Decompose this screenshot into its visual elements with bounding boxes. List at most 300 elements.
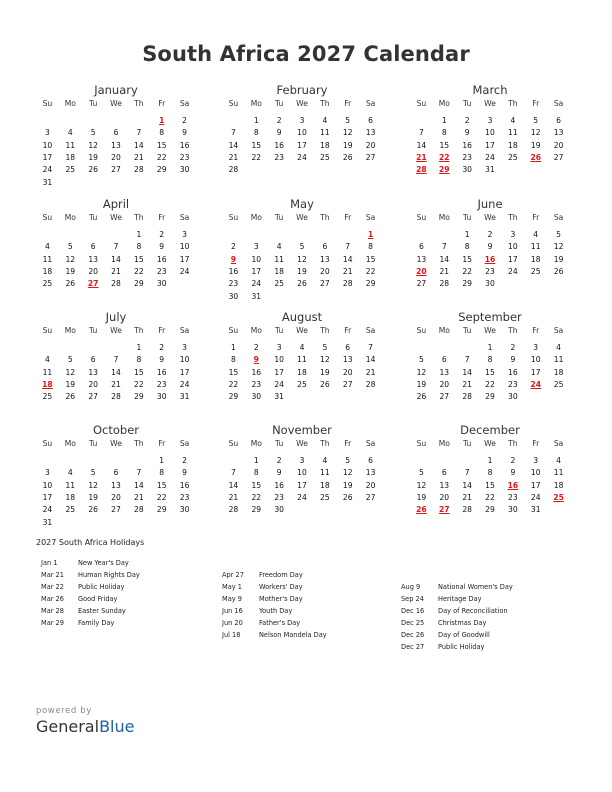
day-cell[interactable]: 14	[462, 480, 472, 490]
day-cell[interactable]: 12	[88, 480, 98, 490]
day-cell[interactable]: 14	[228, 480, 239, 490]
day-cell[interactable]: 2	[510, 343, 516, 352]
day-cell[interactable]: 11	[297, 355, 307, 365]
day-cell[interactable]: 11	[42, 254, 53, 264]
day-cell[interactable]: 25	[320, 152, 330, 162]
day-cell[interactable]: 17	[179, 367, 190, 377]
day-cell[interactable]: 19	[553, 254, 564, 264]
day-cell[interactable]: 29	[485, 392, 495, 402]
day-cell[interactable]: 8	[159, 128, 165, 138]
day-cell[interactable]: 10	[251, 254, 262, 264]
day-cell[interactable]: 12	[342, 128, 353, 138]
day-cell[interactable]: 28	[462, 392, 472, 402]
day-cell[interactable]: 7	[368, 343, 373, 352]
day-cell[interactable]: 29	[134, 392, 144, 402]
day-cell[interactable]: 2	[510, 456, 516, 465]
day-cell[interactable]: 7	[419, 128, 424, 138]
day-cell[interactable]: 17	[530, 480, 541, 490]
day-cell[interactable]: 1	[441, 116, 447, 125]
day-cell[interactable]: 7	[231, 468, 236, 478]
day-cell[interactable]: 23	[179, 152, 190, 162]
day-cell[interactable]: 18	[553, 480, 564, 490]
day-cell[interactable]: 11	[320, 468, 330, 478]
holiday-day-cell[interactable]: 9	[230, 254, 237, 264]
day-cell[interactable]: 1	[136, 343, 142, 352]
day-cell[interactable]: 16	[274, 480, 284, 490]
day-cell[interactable]: 24	[297, 492, 307, 502]
day-cell[interactable]: 12	[416, 367, 427, 377]
day-cell[interactable]: 22	[485, 492, 495, 502]
day-cell[interactable]: 21	[111, 379, 121, 389]
day-cell[interactable]: 18	[553, 367, 564, 377]
day-cell[interactable]: 1	[231, 343, 236, 352]
day-cell[interactable]: 27	[320, 279, 330, 289]
day-cell[interactable]: 30	[508, 505, 518, 515]
day-cell[interactable]: 10	[42, 140, 53, 150]
day-cell[interactable]: 24	[179, 266, 190, 276]
day-cell[interactable]: 31	[179, 392, 190, 402]
day-cell[interactable]: 31	[485, 165, 495, 175]
day-cell[interactable]: 10	[179, 355, 190, 365]
day-cell[interactable]: 2	[464, 116, 470, 125]
day-cell[interactable]: 13	[342, 355, 353, 365]
day-cell[interactable]: 9	[182, 468, 187, 478]
day-cell[interactable]: 17	[251, 266, 262, 276]
day-cell[interactable]: 30	[156, 279, 167, 289]
day-cell[interactable]: 22	[485, 379, 495, 389]
day-cell[interactable]: 18	[530, 254, 541, 264]
day-cell[interactable]: 29	[156, 505, 167, 515]
day-cell[interactable]: 2	[182, 456, 187, 465]
day-cell[interactable]: 3	[487, 116, 493, 125]
day-cell[interactable]: 8	[368, 242, 373, 252]
day-cell[interactable]: 31	[274, 392, 284, 402]
day-cell[interactable]: 23	[156, 379, 167, 389]
day-cell[interactable]: 22	[365, 266, 376, 276]
day-cell[interactable]: 5	[419, 355, 424, 365]
day-cell[interactable]: 20	[365, 480, 376, 490]
day-cell[interactable]: 3	[182, 230, 187, 239]
day-cell[interactable]: 19	[416, 379, 427, 389]
day-cell[interactable]: 18	[42, 266, 53, 276]
day-cell[interactable]: 23	[274, 492, 284, 502]
day-cell[interactable]: 13	[320, 254, 330, 264]
day-cell[interactable]: 25	[65, 505, 76, 515]
day-cell[interactable]: 8	[136, 242, 142, 252]
day-cell[interactable]: 10	[297, 468, 307, 478]
day-cell[interactable]: 14	[228, 140, 239, 150]
day-cell[interactable]: 6	[441, 355, 447, 365]
day-cell[interactable]: 13	[88, 254, 98, 264]
day-cell[interactable]: 11	[274, 254, 284, 264]
day-cell[interactable]: 21	[134, 492, 144, 502]
day-cell[interactable]: 19	[65, 266, 76, 276]
day-cell[interactable]: 25	[530, 266, 541, 276]
day-cell[interactable]: 8	[136, 355, 142, 365]
day-cell[interactable]: 29	[134, 279, 144, 289]
day-cell[interactable]: 11	[42, 367, 53, 377]
day-cell[interactable]: 14	[342, 254, 353, 264]
day-cell[interactable]: 9	[159, 355, 165, 365]
day-cell[interactable]: 11	[553, 355, 564, 365]
day-cell[interactable]: 6	[368, 456, 373, 465]
day-cell[interactable]: 17	[530, 367, 541, 377]
day-cell[interactable]: 28	[228, 165, 239, 175]
day-cell[interactable]: 5	[556, 230, 561, 239]
day-cell[interactable]: 21	[365, 367, 376, 377]
day-cell[interactable]: 27	[416, 279, 427, 289]
day-cell[interactable]: 25	[65, 165, 76, 175]
day-cell[interactable]: 31	[530, 505, 541, 515]
day-cell[interactable]: 5	[67, 242, 73, 252]
day-cell[interactable]: 30	[462, 165, 472, 175]
holiday-day-cell[interactable]: 1	[367, 230, 374, 239]
day-cell[interactable]: 13	[439, 367, 450, 377]
day-cell[interactable]: 8	[464, 242, 470, 252]
day-cell[interactable]: 22	[251, 492, 262, 502]
day-cell[interactable]: 6	[113, 128, 119, 138]
day-cell[interactable]: 10	[179, 242, 190, 252]
day-cell[interactable]: 9	[182, 128, 187, 138]
day-cell[interactable]: 24	[251, 279, 262, 289]
day-cell[interactable]: 23	[228, 279, 239, 289]
day-cell[interactable]: 2	[159, 230, 165, 239]
day-cell[interactable]: 12	[416, 480, 427, 490]
day-cell[interactable]: 15	[156, 140, 167, 150]
day-cell[interactable]: 30	[485, 279, 495, 289]
day-cell[interactable]: 12	[65, 254, 76, 264]
day-cell[interactable]: 31	[251, 291, 262, 301]
day-cell[interactable]: 22	[156, 492, 167, 502]
day-cell[interactable]: 30	[251, 392, 262, 402]
day-cell[interactable]: 26	[88, 165, 98, 175]
day-cell[interactable]: 28	[462, 505, 472, 515]
day-cell[interactable]: 7	[113, 355, 119, 365]
day-cell[interactable]: 8	[441, 128, 447, 138]
day-cell[interactable]: 11	[530, 242, 541, 252]
day-cell[interactable]: 6	[368, 116, 373, 125]
day-cell[interactable]: 13	[365, 468, 376, 478]
day-cell[interactable]: 10	[274, 355, 284, 365]
day-cell[interactable]: 16	[179, 140, 190, 150]
day-cell[interactable]: 27	[439, 392, 450, 402]
day-cell[interactable]: 11	[553, 468, 564, 478]
brand-logo[interactable]	[36, 706, 134, 736]
day-cell[interactable]: 24	[179, 379, 190, 389]
day-cell[interactable]: 9	[510, 468, 516, 478]
day-cell[interactable]: 2	[159, 343, 165, 352]
day-cell[interactable]: 23	[508, 379, 518, 389]
day-cell[interactable]: 10	[485, 128, 495, 138]
day-cell[interactable]: 17	[485, 140, 495, 150]
day-cell[interactable]: 10	[42, 480, 53, 490]
day-cell[interactable]: 6	[90, 355, 96, 365]
day-cell[interactable]: 26	[553, 266, 564, 276]
day-cell[interactable]: 21	[111, 266, 121, 276]
day-cell[interactable]: 22	[156, 152, 167, 162]
day-cell[interactable]: 7	[464, 468, 470, 478]
day-cell[interactable]: 22	[228, 379, 239, 389]
day-cell[interactable]: 30	[228, 291, 239, 301]
day-cell[interactable]: 9	[276, 468, 282, 478]
day-cell[interactable]: 17	[42, 492, 53, 502]
day-cell[interactable]: 8	[253, 468, 259, 478]
day-cell[interactable]: 6	[345, 343, 351, 352]
day-cell[interactable]: 21	[342, 266, 353, 276]
day-cell[interactable]: 6	[90, 242, 96, 252]
day-cell[interactable]: 19	[297, 266, 307, 276]
day-cell[interactable]: 17	[297, 140, 307, 150]
day-cell[interactable]: 28	[228, 505, 239, 515]
day-cell[interactable]: 4	[556, 456, 561, 465]
day-cell[interactable]: 20	[365, 140, 376, 150]
day-cell[interactable]: 15	[439, 140, 450, 150]
day-cell[interactable]: 7	[441, 242, 447, 252]
day-cell[interactable]: 28	[111, 392, 121, 402]
day-cell[interactable]: 30	[156, 392, 167, 402]
day-cell[interactable]: 5	[322, 343, 328, 352]
day-cell[interactable]: 25	[508, 152, 518, 162]
day-cell[interactable]: 14	[111, 254, 121, 264]
day-cell[interactable]: 4	[67, 468, 73, 478]
holiday-day-cell[interactable]: 24	[530, 379, 542, 389]
day-cell[interactable]: 26	[342, 492, 353, 502]
holiday-day-cell[interactable]: 18	[42, 379, 53, 389]
day-cell[interactable]: 23	[462, 152, 472, 162]
day-cell[interactable]: 17	[42, 152, 53, 162]
day-cell[interactable]: 15	[365, 254, 376, 264]
day-cell[interactable]: 31	[42, 177, 53, 187]
day-cell[interactable]: 22	[134, 379, 144, 389]
day-cell[interactable]: 15	[462, 254, 472, 264]
holiday-day-cell[interactable]: 27	[87, 279, 99, 289]
day-cell[interactable]: 13	[553, 128, 564, 138]
day-cell[interactable]: 11	[65, 140, 76, 150]
day-cell[interactable]: 5	[533, 116, 539, 125]
day-cell[interactable]: 26	[416, 392, 427, 402]
day-cell[interactable]: 21	[228, 152, 239, 162]
day-cell[interactable]: 20	[342, 367, 353, 377]
day-cell[interactable]: 18	[274, 266, 284, 276]
day-cell[interactable]: 4	[45, 242, 50, 252]
day-cell[interactable]: 6	[322, 242, 328, 252]
day-cell[interactable]: 7	[464, 355, 470, 365]
day-cell[interactable]: 2	[231, 242, 236, 252]
day-cell[interactable]: 3	[253, 242, 259, 252]
day-cell[interactable]: 16	[274, 140, 284, 150]
day-cell[interactable]: 3	[45, 128, 50, 138]
day-cell[interactable]: 7	[345, 242, 351, 252]
day-cell[interactable]: 24	[508, 266, 518, 276]
day-cell[interactable]: 9	[464, 128, 470, 138]
day-cell[interactable]: 24	[42, 165, 53, 175]
day-cell[interactable]: 1	[487, 456, 493, 465]
holiday-day-cell[interactable]: 27	[439, 505, 450, 515]
day-cell[interactable]: 16	[156, 254, 167, 264]
day-cell[interactable]: 15	[251, 140, 262, 150]
day-cell[interactable]: 31	[42, 517, 53, 527]
day-cell[interactable]: 15	[251, 480, 262, 490]
day-cell[interactable]: 29	[228, 392, 239, 402]
day-cell[interactable]: 23	[179, 492, 190, 502]
day-cell[interactable]: 13	[439, 480, 450, 490]
day-cell[interactable]: 3	[533, 456, 539, 465]
day-cell[interactable]: 10	[530, 355, 541, 365]
day-cell[interactable]: 5	[90, 468, 96, 478]
day-cell[interactable]: 18	[297, 367, 307, 377]
day-cell[interactable]: 19	[65, 379, 76, 389]
day-cell[interactable]: 19	[342, 480, 353, 490]
day-cell[interactable]: 19	[342, 140, 353, 150]
day-cell[interactable]: 26	[65, 279, 76, 289]
day-cell[interactable]: 14	[134, 140, 144, 150]
day-cell[interactable]: 19	[88, 492, 98, 502]
holiday-day-cell[interactable]: 26	[416, 505, 427, 515]
day-cell[interactable]: 21	[462, 379, 472, 389]
day-cell[interactable]: 26	[320, 379, 330, 389]
day-cell[interactable]: 5	[299, 242, 305, 252]
day-cell[interactable]: 2	[487, 230, 493, 239]
day-cell[interactable]: 4	[533, 230, 539, 239]
day-cell[interactable]: 23	[251, 379, 262, 389]
day-cell[interactable]: 1	[253, 116, 259, 125]
day-cell[interactable]: 5	[419, 468, 424, 478]
day-cell[interactable]: 1	[136, 230, 142, 239]
day-cell[interactable]: 3	[276, 343, 282, 352]
day-cell[interactable]: 23	[485, 266, 495, 276]
day-cell[interactable]: 26	[342, 152, 353, 162]
day-cell[interactable]: 28	[342, 279, 353, 289]
day-cell[interactable]: 4	[322, 456, 328, 465]
day-cell[interactable]: 28	[365, 379, 376, 389]
day-cell[interactable]: 9	[276, 128, 282, 138]
day-cell[interactable]: 5	[345, 456, 351, 465]
day-cell[interactable]: 7	[136, 468, 142, 478]
day-cell[interactable]: 20	[320, 266, 330, 276]
day-cell[interactable]: 11	[508, 128, 518, 138]
day-cell[interactable]: 19	[416, 492, 427, 502]
day-cell[interactable]: 17	[274, 367, 284, 377]
day-cell[interactable]: 23	[274, 152, 284, 162]
day-cell[interactable]: 27	[88, 392, 98, 402]
day-cell[interactable]: 4	[322, 116, 328, 125]
day-cell[interactable]: 12	[553, 242, 564, 252]
day-cell[interactable]: 29	[365, 279, 376, 289]
day-cell[interactable]: 14	[439, 254, 450, 264]
day-cell[interactable]: 27	[553, 152, 564, 162]
day-cell[interactable]: 14	[134, 480, 144, 490]
day-cell[interactable]: 27	[111, 505, 121, 515]
day-cell[interactable]: 4	[510, 116, 516, 125]
holiday-day-cell[interactable]: 25	[553, 492, 564, 502]
day-cell[interactable]: 13	[88, 367, 98, 377]
day-cell[interactable]: 26	[297, 279, 307, 289]
day-cell[interactable]: 27	[111, 165, 121, 175]
day-cell[interactable]: 24	[274, 379, 284, 389]
day-cell[interactable]: 24	[42, 505, 53, 515]
day-cell[interactable]: 10	[530, 468, 541, 478]
day-cell[interactable]: 13	[365, 128, 376, 138]
day-cell[interactable]: 27	[342, 379, 353, 389]
day-cell[interactable]: 12	[65, 367, 76, 377]
day-cell[interactable]: 8	[487, 468, 493, 478]
day-cell[interactable]: 26	[65, 392, 76, 402]
day-cell[interactable]: 19	[320, 367, 330, 377]
day-cell[interactable]: 4	[276, 242, 282, 252]
day-cell[interactable]: 4	[299, 343, 305, 352]
holiday-day-cell[interactable]: 29	[439, 165, 450, 175]
day-cell[interactable]: 29	[462, 279, 472, 289]
day-cell[interactable]: 13	[416, 254, 427, 264]
day-cell[interactable]: 21	[439, 266, 450, 276]
day-cell[interactable]: 14	[111, 367, 121, 377]
day-cell[interactable]: 20	[439, 492, 450, 502]
day-cell[interactable]: 9	[510, 355, 516, 365]
day-cell[interactable]: 3	[299, 456, 305, 465]
day-cell[interactable]: 25	[553, 379, 564, 389]
day-cell[interactable]: 22	[134, 266, 144, 276]
day-cell[interactable]: 19	[530, 140, 541, 150]
day-cell[interactable]: 23	[508, 492, 518, 502]
day-cell[interactable]: 18	[65, 152, 76, 162]
day-cell[interactable]: 11	[65, 480, 76, 490]
day-cell[interactable]: 13	[111, 140, 121, 150]
day-cell[interactable]: 20	[553, 140, 564, 150]
day-cell[interactable]: 25	[274, 279, 284, 289]
day-cell[interactable]: 1	[487, 343, 493, 352]
holiday-day-cell[interactable]: 26	[530, 152, 542, 162]
day-cell[interactable]: 7	[113, 242, 119, 252]
day-cell[interactable]: 7	[136, 128, 142, 138]
day-cell[interactable]: 3	[182, 343, 187, 352]
day-cell[interactable]: 18	[508, 140, 518, 150]
day-cell[interactable]: 20	[111, 492, 121, 502]
day-cell[interactable]: 6	[113, 468, 119, 478]
holiday-day-cell[interactable]: 9	[253, 355, 259, 365]
day-cell[interactable]: 28	[134, 165, 144, 175]
day-cell[interactable]: 18	[320, 140, 330, 150]
day-cell[interactable]: 25	[42, 392, 53, 402]
day-cell[interactable]: 28	[111, 279, 121, 289]
day-cell[interactable]: 5	[67, 355, 73, 365]
day-cell[interactable]: 27	[365, 492, 376, 502]
day-cell[interactable]: 30	[508, 392, 518, 402]
day-cell[interactable]: 4	[67, 128, 73, 138]
day-cell[interactable]: 20	[439, 379, 450, 389]
day-cell[interactable]: 16	[508, 367, 518, 377]
day-cell[interactable]: 14	[416, 140, 427, 150]
day-cell[interactable]: 2	[276, 116, 282, 125]
day-cell[interactable]: 19	[88, 152, 98, 162]
day-cell[interactable]: 25	[42, 279, 53, 289]
holiday-day-cell[interactable]: 22	[439, 152, 450, 162]
day-cell[interactable]: 3	[45, 468, 50, 478]
day-cell[interactable]: 16	[179, 480, 190, 490]
holiday-day-cell[interactable]: 1	[159, 116, 165, 125]
day-cell[interactable]: 25	[320, 492, 330, 502]
day-cell[interactable]: 9	[487, 242, 493, 252]
day-cell[interactable]: 15	[485, 480, 495, 490]
day-cell[interactable]: 12	[88, 140, 98, 150]
day-cell[interactable]: 8	[231, 355, 236, 365]
day-cell[interactable]: 24	[297, 152, 307, 162]
day-cell[interactable]: 28	[134, 505, 144, 515]
day-cell[interactable]: 13	[111, 480, 121, 490]
day-cell[interactable]: 1	[464, 230, 470, 239]
day-cell[interactable]: 28	[439, 279, 450, 289]
day-cell[interactable]: 14	[462, 367, 472, 377]
day-cell[interactable]: 26	[88, 505, 98, 515]
